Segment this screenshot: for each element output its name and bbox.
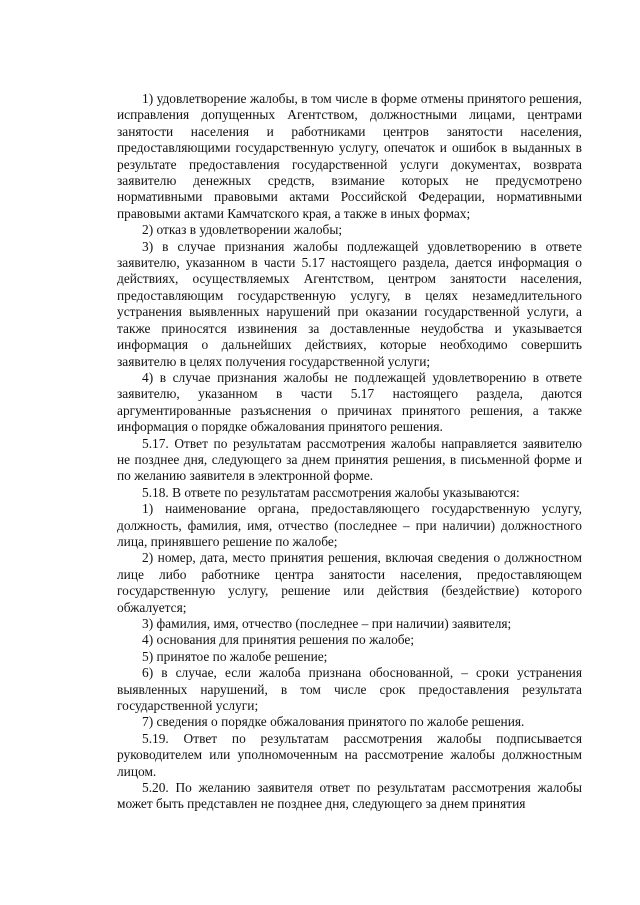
paragraph-5-19: 5.19. Ответ по результатам рассмотрения жалобы подписывается руководителем или уполномоченным на рассмотрение жалобы должностным лицом. — [117, 730, 582, 779]
paragraph-5-16-item-2: 2) отказ в удовлетворении жалобы; — [142, 222, 343, 238]
document-body — [117, 91, 582, 813]
paragraph-5-18-item-7: 7) сведения о порядке обжалования принятого по жалобе решения. — [142, 714, 525, 730]
paragraph-5-16-item-4: 4) в случае признания жалобы не подлежащей удовлетворению в ответе заявителю, указанном в части 5.17 настоящего раздела, даются аргументированные разъяснения о причинах принятого решения, а также информация о порядке обжалования принятого решения. — [117, 369, 582, 435]
paragraph-5-16-item-1: 1) удовлетворение жалобы, в том числе в форме отмены принятого решения, исправления допущенных Агентством, должностными лицами, центрами занятости населения и работниками центров занятости населения, предоставляющими государственную услугу, опечаток и ошибок в выданных в результате предоставления государственной услуги документах, возврата заявителю денежных средств, взимание которых не предусмотрено нормативными правовыми актами Российской Федерации, нормативными правовыми актами Камчатского края, а также в иных формах; — [117, 91, 582, 221]
paragraph-5-17: 5.17. Ответ по результатам рассмотрения жалобы направляется заявителю не позднее дня, следующего за днем принятия решения, в письменной форме и по желанию заявителя в электронной форме. — [117, 435, 582, 484]
paragraph-5-16-item-3: 3) в случае признания жалобы подлежащей удовлетворению в ответе заявителю, указанном в части 5.17 настоящего раздела, дается информация о действиях, осуществляемых Агентством, центром занятости населения, предоставляющим государственную услугу, в целях незамедлительного устранения выявленных нарушений при оказании государственной услуги, а также приносятся извинения за доставленные неудобства и указывается информация о дальнейших действиях, которые необходимо совершить заявителю в целях получения государственной услуги; — [117, 238, 582, 369]
paragraph-5-18-item-4: 4) основания для принятия решения по жалобе; — [142, 632, 415, 648]
paragraph-5-18-item-2: 2) номер, дата, место принятия решения, включая сведения о должностном лице либо работнике центра занятости населения, предоставляющем государственную услугу, решение или действия (бездействие) которого обжалуется; — [117, 550, 582, 615]
paragraph-5-20: 5.20. По желанию заявителя ответ по результатам рассмотрения жалобы может быть представлен не позднее дня, следующего за днем принятия — [117, 780, 582, 812]
paragraph-5-18: 5.18. В ответе по результатам рассмотрения жалобы указываются: — [142, 484, 520, 500]
paragraph-5-18-item-6: 6) в случае, если жалоба признана обоснованной, – сроки устранения выявленных нарушений, в том числе срок предоставления результата государственной услуги; — [117, 665, 582, 714]
paragraph-5-18-item-5: 5) принятое по жалобе решение; — [142, 648, 328, 664]
paragraph-5-18-item-3: 3) фамилия, имя, отчество (последнее – при наличии) заявителя; — [142, 616, 512, 631]
paragraph-5-18-item-1: 1) наименование органа, предоставляющего государственную услугу, должность, фамилия, имя, отчество (последнее – при наличии) должностного лица, принявшего решение по жалобе; — [117, 501, 582, 549]
